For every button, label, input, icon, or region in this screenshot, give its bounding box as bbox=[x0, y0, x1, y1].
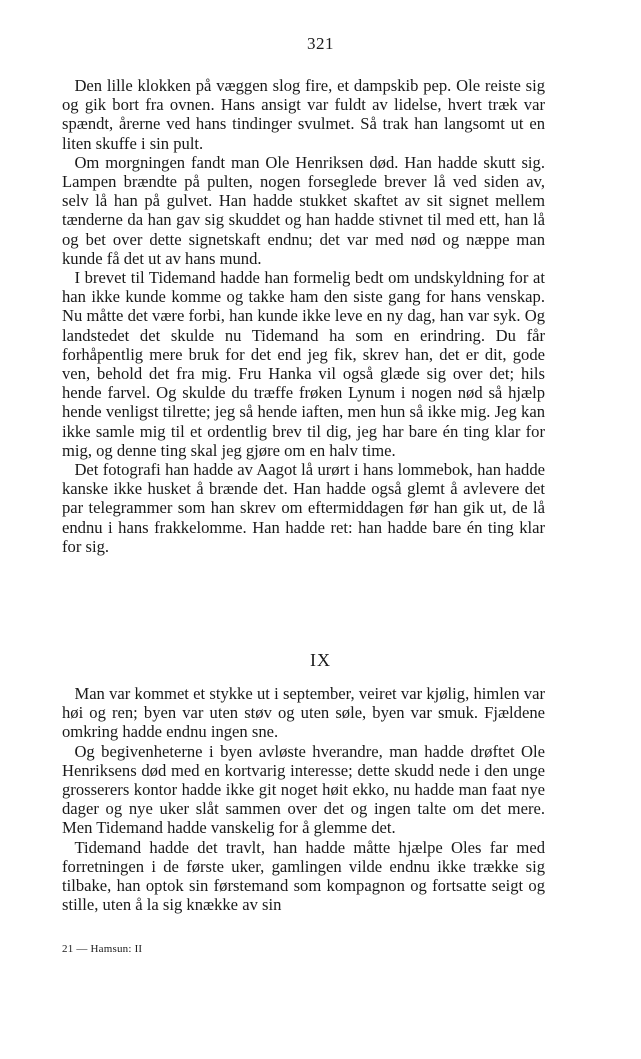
paragraph: Og begivenheterne i byen avløste hverandre, man hadde drøftet Ole Henriksens død med en kortvarig interesse; dette skudd nede i den unge grosserers kontor hadde ikke git noget høit ekko, nu hadde man faat nye dager og nye uker slåt sammen over det og ingen talte om det mere. Men Tidemand hadde vanskelig for å glemme det. bbox=[62, 741, 545, 838]
chapter-heading: IX bbox=[310, 650, 331, 670]
paragraph: Den lille klokken på væggen slog fire, et dampskib pep. Ole reiste sig og gik bort fra ovnen. Hans ansigt var fuldt av lidelse, hvert træk var spændt, årerne ved hans tindinger svulmet. Så trak han langsomt ut en liten skuffe i sin pult. bbox=[62, 76, 545, 153]
chapter-text-after-heading bbox=[62, 684, 545, 914]
chapter-text-before-heading bbox=[62, 76, 545, 556]
paragraph: Om morgningen fandt man Ole Henriksen død. Han hadde skutt sig. Lampen brændte på pulten, nogen forseglede brever lå ved siden av, selv lå han på gulvet. Han hadde stukket skaftet av sit signet mellem tænderne da han gav sig skuddet og han hadde stivnet til med ett, han lå og bet over dette signetskaft endnu; det var med nød og næppe man kunde få det ut av hans mund. bbox=[62, 152, 545, 268]
printer-signature: 21 — Hamsun: II bbox=[62, 943, 143, 955]
paragraph: Det fotografi han hadde av Aagot lå urørt i hans lommebok, han hadde kanske ikke husket å brænde det. Han hadde også glemt å avlevere det par telegrammer som han skrev om eftermiddagen før han gik ut, de lå endnu i hans frakkelomme. Han hadde ret: han hadde bare én ting klar for sig. bbox=[62, 460, 545, 556]
paragraph: I brevet til Tidemand hadde han formelig bedt om undskyldning for at han ikke kunde komme og takke ham den siste gang for hans venskap. Nu måtte det være forbi, han kunde ikke leve en ny dag, han var syk. Og landstedet det skulde nu Tidemand ha som en erindring. Du får forhåpentlig mere bruk for det end jeg fik, skrev han, det er dit, gode ven, behold det fra mig. Fru Hanka vil også glæde sig over det; hils hende farvel. Og skulde du træffe frøken Lynum i nogen nød så hjælp hende venligst tilrette; jeg så hende iaften, men hun så ikke mig. Jeg kan ikke samle mig til et ordentlig brev til dig, jeg har bare én ting klar for mig, og denne ting skal jeg gjøre om en halv time. bbox=[62, 268, 545, 460]
page-number: 321 bbox=[307, 34, 334, 53]
paragraph: Man var kommet et stykke ut i september, veiret var kjølig, himlen var høi og ren; byen var uten støv og uten søle, byen var smuk. Fjældene omkring hadde endnu ingen sne. bbox=[62, 684, 545, 742]
paragraph: Tidemand hadde det travlt, han hadde måtte hjælpe Oles far med forretningen i de første uker, gamlingen vilde endnu ikke trække sig tilbake, han optok sin førstemand som kompagnon og fortsatte seigt og stille, uten å la sig knække av sin bbox=[62, 837, 545, 915]
